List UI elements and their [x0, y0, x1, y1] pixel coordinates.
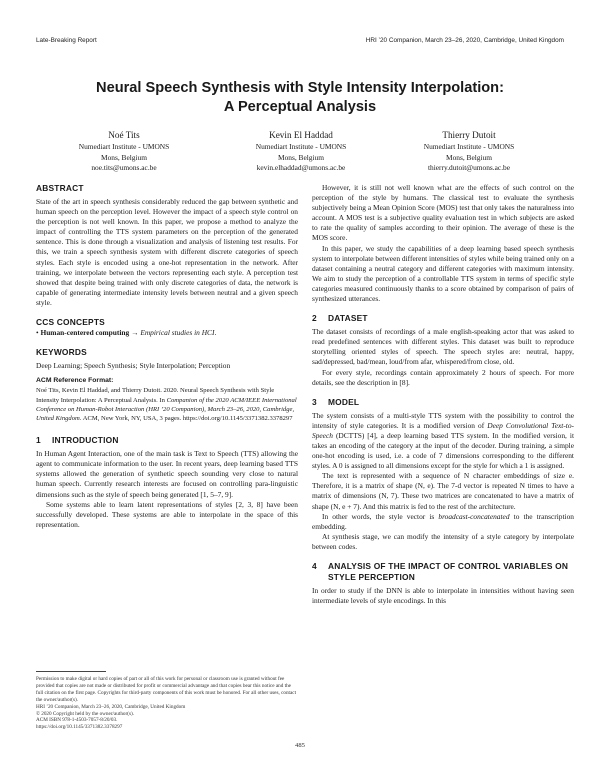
- ccs-concept-main: Human-centered computing: [40, 328, 130, 338]
- section-number: 2: [312, 313, 317, 324]
- author-email[interactable]: thierry.dutoit@umons.ac.be: [427, 163, 511, 172]
- section-number: 4: [312, 561, 317, 571]
- keywords-heading: KEYWORDS: [36, 347, 87, 358]
- dataset-heading: [312, 313, 574, 324]
- dataset-paragraph-1: The dataset consists of recordings of a male english-speaking actor that was asked to read predefined sentences with different styles. This dataset was built to reproduce storytelling oriented styles of speech. The speech styles are: neutral, happy, sad/depressed, bad/mean, loud/from afar, whispered/from close, old.: [312, 327, 574, 367]
- introduction-paragraph-3: However, it is still not well known what are the effects of such control on the perception of the style by humans. The classical test to evaluate the synthesis subjectively being a Mean Opinion Score (MOS) test that only takes the naturalness into account. A MOS test is a subjective quality evaluation test in which subjects are asked to rate the quality of samples according to their opinion. The average of these is the MOS score.: [312, 183, 574, 243]
- analysis-heading: [312, 561, 574, 583]
- model-paragraph-3: [312, 512, 574, 532]
- copyright-footnote: [36, 676, 298, 731]
- model-p1-end: (DCTTS) [4], a deep learning based TTS system. In the modified version, it takes an encoding of the category at the input of the decoder. During training, a simple one-hot encoding is used, i.e. a code of 7 dimensions corresponding to the different styles. A 0 is assigned to all dimensions except for the style for which a 1 is assigned.: [312, 430, 575, 471]
- section-title: INTRODUCTION: [52, 435, 119, 446]
- abstract-text: State of the art in speech synthesis considerably reduced the gap between synthetic and human speech on the perception level. However the impact of a speech style control on the perception is not well known. In this paper, we propose a method to analyze the impact of controlling the TTS system parameters on the perception of the generated sentence. This is done through a visualization and analysis of listening test results. For this, we train a speech synthesis system with different discrete categories of speech styles. Each style is encoded using a one-hot representation in the network. After training, we interpolate between the vectors representing each style. A perception test showed that despite being trained with only discrete categories of data, the network is capable of generating intermediate intensity levels between neutral and a given speech style.: [36, 197, 298, 307]
- permission-notice: Permission to make digital or hard copies of part or all of this work for personal or classroom use is granted without fee provided that copies are not made or distributed for profit or commercial advantage and that copies bear this notice and the full citation on the first page. Copyrights for third-party components of this work must be honored. For all other uses, contact the owner/author(s).: [36, 676, 297, 703]
- isbn-line: ACM ISBN 978-1-4503-7057-8/20/03.: [36, 717, 118, 724]
- paper-title: [50, 79, 550, 117]
- section-title: MODEL: [328, 396, 360, 407]
- model-paragraph-1: [312, 411, 574, 472]
- author-email[interactable]: kevin.elhaddad@umons.ac.be: [256, 163, 346, 172]
- analysis-paragraph-1: In order to study if the DNN is able to interpolate in intensities without having seen intermediate levels of style encodings. In this: [312, 586, 574, 606]
- author-name: Kevin El Haddad: [269, 130, 333, 140]
- left-column: [36, 183, 298, 530]
- acm-reference-text: [36, 386, 298, 423]
- model-p3-end: to the transcription embedding.: [312, 511, 574, 531]
- author-location: Mons, Belgium: [101, 152, 147, 162]
- running-header-right: HRI ’20 Companion, March 23–26, 2020, Cambridge, United Kingdom: [365, 37, 564, 44]
- keywords-text: Deep Learning; Speech Synthesis; Style Interpolation; Perception: [36, 361, 231, 371]
- author-name: Thierry Dutoit: [442, 130, 496, 140]
- author-block: [49, 129, 199, 174]
- acm-reference-venue: Companion of the 2020 ACM/IEEE International Conference on Human-Robot Interaction (HRI ’20 Companion), March 23–26, 2020, Cambridge, United Kingdom.: [36, 396, 297, 422]
- section-title: ANALYSIS OF THE IMPACT OF CONTROL VARIABLES ON STYLE PERCEPTION: [328, 561, 569, 582]
- section-number: 1: [36, 435, 41, 446]
- ccs-end: .: [214, 328, 217, 338]
- model-heading: [312, 397, 574, 408]
- author-affiliation: Numediart Institute - UMONS: [78, 142, 170, 151]
- introduction-paragraph-1: In Human Agent Interaction, one of the main task is Text to Speech (TTS) allowing the agent to communicate information to the user. In recent years, deep learning based TTS systems allowed the generation of synthetic speech sounding very close to natural human speech. Currently research interests are focused on controlling para-linguistic dimensions such as the style of speech being generated [1, 5–7, 9].: [36, 449, 298, 499]
- introduction-paragraph-4: In this paper, we study the capabilities of a deep learning based speech synthesis system to interpolate between different intensities of styles while being trained only on a dataset containing a neutral category and different categories with maximum intensity. We aim to study the perception of a controllable TTS system in terms of specific style categories measured continuously thanks to a score obtained by comparison of pairs of synthesized utterances.: [312, 243, 574, 304]
- running-header-left: Late-Breaking Report: [36, 37, 97, 44]
- model-p3-italic: broadcast-concatenated: [438, 511, 510, 521]
- title-line-2: A Perceptual Analysis: [223, 99, 377, 115]
- author-location: Mons, Belgium: [446, 152, 492, 162]
- abstract-heading: ABSTRACT: [36, 183, 84, 193]
- page-number: 485: [295, 742, 305, 749]
- section-number: 3: [312, 396, 317, 407]
- footnote-rule: [36, 671, 106, 672]
- ccs-heading: CCS CONCEPTS: [36, 317, 105, 328]
- acm-reference-tail: ACM, New York, NY, USA, 3 pages. https://doi.org/10.1145/3371382.3378297: [82, 414, 293, 422]
- conference-line: HRI ’20 Companion, March 23–26, 2020, Cambridge, United Kingdom: [36, 703, 186, 710]
- model-p3-start: In other words, the style vector is: [322, 511, 435, 521]
- model-paragraph-2: The text is represented with a sequence of N character embeddings of size e. Therefore, it is a matrix of shape (N, e). The 7-d vector is repeated N times to have a matrix of dimensions (N, 7). These two matrices are concatenated to have a matrix of shape (N, e + 7). And this matrix is fed to the rest of the architecture.: [312, 471, 574, 511]
- author-location: Mons, Belgium: [278, 152, 324, 162]
- ccs-concept-sub: Empirical studies in HCI: [140, 328, 215, 338]
- model-paragraph-4: At synthesis stage, we can modify the intensity of a style category by interpolate between codes.: [312, 531, 574, 551]
- acm-reference-heading: ACM Reference Format:: [36, 377, 114, 385]
- introduction-heading: [36, 435, 298, 446]
- author-block: [226, 129, 376, 174]
- ccs-concept: [36, 328, 298, 338]
- copyright-line: © 2020 Copyright held by the owner/author(s).: [36, 710, 135, 717]
- model-p1-italic: Deep Convolutional Text-to-Speech: [312, 420, 574, 440]
- dataset-paragraph-2: For every style, recordings contain approximately 2 hours of speech. For more details, see the description in [8].: [312, 367, 574, 387]
- author-affiliation: Numediart Institute - UMONS: [423, 142, 515, 151]
- introduction-paragraph-2: Some systems able to learn latent representations of styles [2, 3, 8] have been successfully developed. These systems are able to interpolate in the space of this representation.: [36, 499, 298, 529]
- author-affiliation: Numediart Institute - UMONS: [255, 142, 347, 151]
- title-line-1: Neural Speech Synthesis with Style Intensity Interpolation:: [96, 80, 504, 96]
- author-email[interactable]: noe.tits@umons.ac.be: [91, 163, 157, 172]
- section-title: DATASET: [328, 313, 368, 324]
- right-column: [312, 183, 574, 606]
- model-p1-start: The system consists of a multi-style TTS system with the possibility to control the intensity of style categories. It is a modified version of: [312, 410, 574, 430]
- ccs-arrow: →: [131, 328, 139, 338]
- author-block: [394, 129, 544, 174]
- doi-link[interactable]: https://doi.org/10.1145/3371382.3378297: [36, 724, 123, 731]
- ccs-bullet: •: [36, 328, 39, 338]
- author-name: Noé Tits: [108, 130, 140, 140]
- acm-reference-authors: Noé Tits, Kevin El Haddad, and Thierry Dutoit. 2020. Neural Speech Synthesis with Style Intensity Interpolation: A Perceptual Analysis. In: [36, 387, 275, 404]
